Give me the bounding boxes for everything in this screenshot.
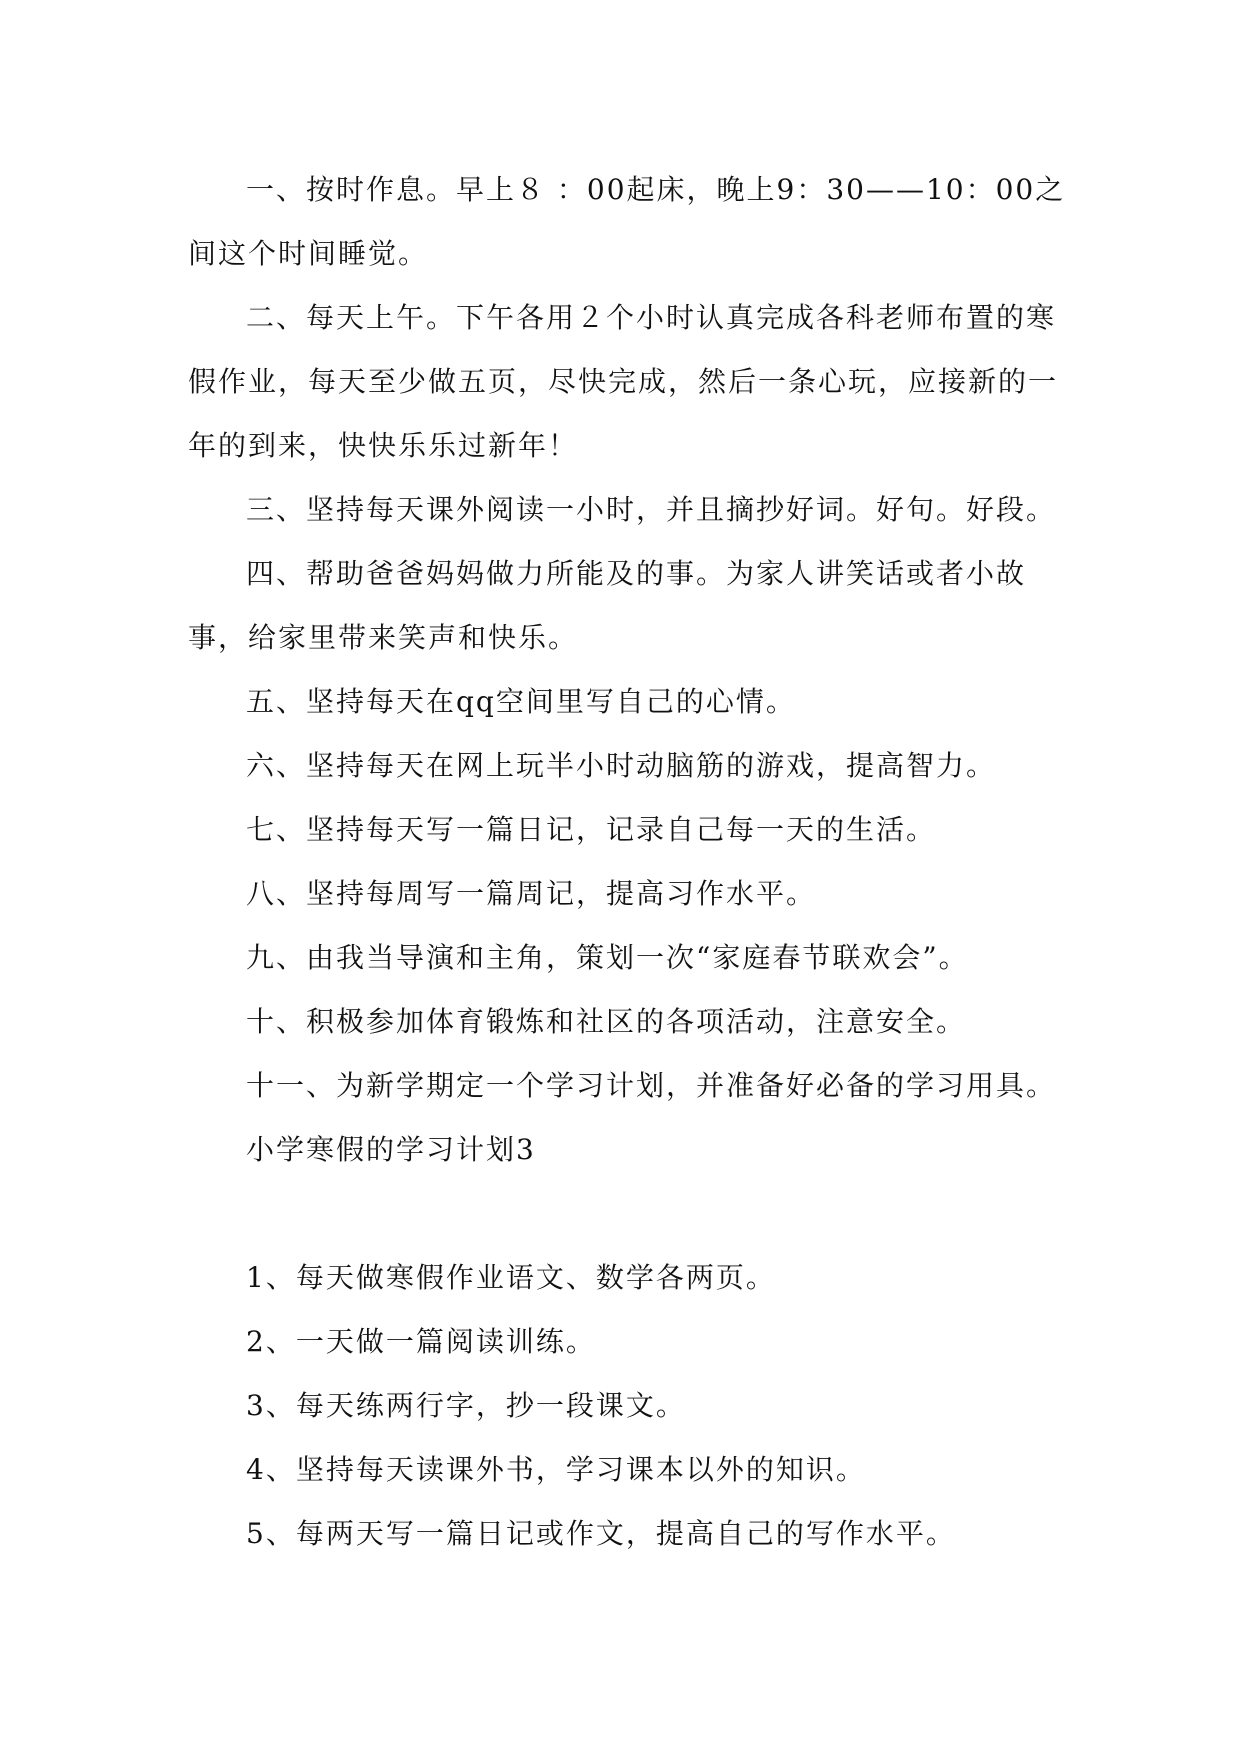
paragraph-9: 九、由我当导演和主角，策划一次“家庭春节联欢会”。 bbox=[246, 941, 969, 974]
list-item-4: 4、坚持每天读课外书，学习课本以外的知识。 bbox=[246, 1453, 866, 1486]
paragraph-1: 一、按时作息。早上８ ：00起床，晚上9：30——10：00之间这个时间睡觉。 bbox=[188, 173, 1066, 270]
section-heading: 小学寒假的学习计划3 bbox=[246, 1133, 536, 1166]
list-item-2: 2、一天做一篇阅读训练。 bbox=[246, 1325, 596, 1358]
paragraph-2: 二、每天上午。下午各用２个小时认真完成各科老师布置的寒假作业，每天至少做五页，尽快完成，然后一条心玩，应接新的一年的到来，快快乐乐过新年！ bbox=[188, 301, 1059, 462]
paragraph-11: 十一、为新学期定一个学习计划，并准备好必备的学习用具。 bbox=[246, 1069, 1057, 1102]
paragraph-3: 三、坚持每天课外阅读一小时，并且摘抄好词。好句。好段。 bbox=[246, 493, 1057, 526]
paragraph-10: 十、积极参加体育锻炼和社区的各项活动，注意安全。 bbox=[246, 1005, 967, 1038]
paragraph-7: 七、坚持每天写一篇日记，记录自己每一天的生活。 bbox=[246, 813, 937, 846]
blank-line bbox=[188, 1182, 1068, 1246]
list-item-1: 1、每天做寒假作业语文、数学各两页。 bbox=[246, 1261, 776, 1294]
list-item-3: 3、每天练两行字，抄一段课文。 bbox=[246, 1389, 686, 1422]
list-item-5: 5、每两天写一篇日记或作文，提高自己的写作水平。 bbox=[246, 1517, 956, 1550]
paragraph-5: 五、坚持每天在qq空间里写自己的心情。 bbox=[246, 685, 796, 718]
paragraph-8: 八、坚持每周写一篇周记，提高习作水平。 bbox=[246, 877, 817, 910]
paragraph-4: 四、帮助爸爸妈妈做力所能及的事。为家人讲笑话或者小故事，给家里带来笑声和快乐。 bbox=[188, 557, 1027, 654]
paragraph-6: 六、坚持每天在网上玩半小时动脑筋的游戏，提高智力。 bbox=[246, 749, 997, 782]
document-body bbox=[188, 158, 1068, 1566]
